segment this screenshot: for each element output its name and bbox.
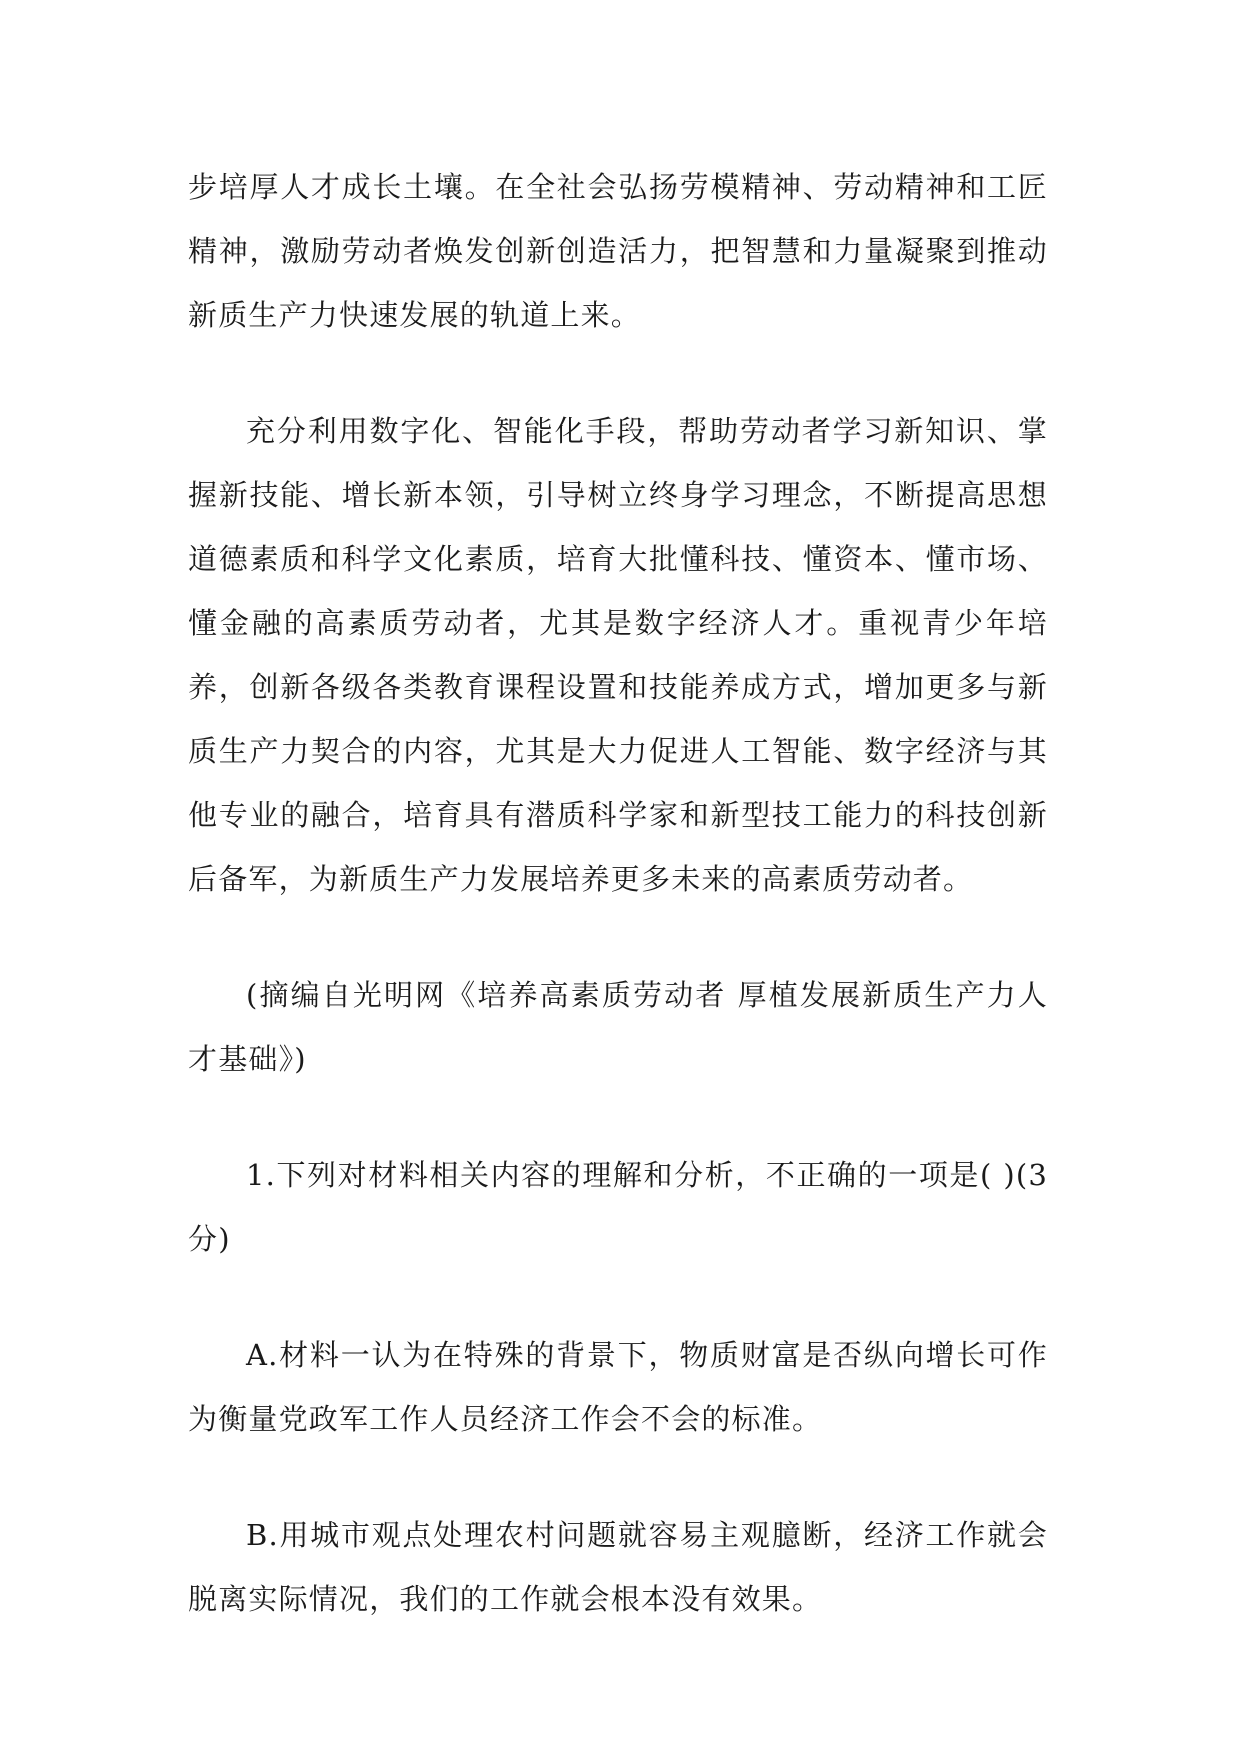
- paragraph-gap: [188, 911, 1048, 963]
- paragraph-talent-soil: 步培厚人才成长土壤。在全社会弘扬劳模精神、劳动精神和工匠精神，激励劳动者焕发创新创造活力，把智慧和力量凝聚到推动新质生产力快速发展的轨道上来。: [188, 170, 1048, 332]
- question-1: 1.下列对材料相关内容的理解和分析，不正确的一项是( )(3 分): [188, 1158, 1048, 1256]
- document-body: [188, 155, 1048, 1631]
- option-a: A.材料一认为在特殊的背景下，物质财富是否纵向增长可作为衡量党政军工作人员经济工作会不会的标准。: [188, 1338, 1048, 1436]
- paragraph-gap: [188, 1091, 1048, 1143]
- paragraph-gap: [188, 1451, 1048, 1503]
- paragraph-digital-skills: 充分利用数字化、智能化手段，帮助劳动者学习新知识、掌握新技能、增长新本领，引导树立终身学习理念，不断提高思想道德素质和科学文化素质，培育大批懂科技、懂资本、懂市场、懂金融的高素质劳动者，尤其是数字经济人才。重视青少年培养，创新各级各类教育课程设置和技能养成方式，增加更多与新质生产力契合的内容，尤其是大力促进人工智能、数字经济与其他专业的融合，培育具有潜质科学家和新型技工能力的科技创新后备军，为新质生产力发展培养更多未来的高素质劳动者。: [188, 414, 1048, 896]
- paragraph-gap: [188, 347, 1048, 399]
- option-b: B.用城市观点处理农村问题就容易主观臆断，经济工作就会脱离实际情况，我们的工作就会根本没有效果。: [188, 1518, 1048, 1616]
- paragraph-gap: [188, 1271, 1048, 1323]
- source-citation: (摘编自光明网《培养高素质劳动者 厚植发展新质生产力人才基础》): [188, 978, 1048, 1076]
